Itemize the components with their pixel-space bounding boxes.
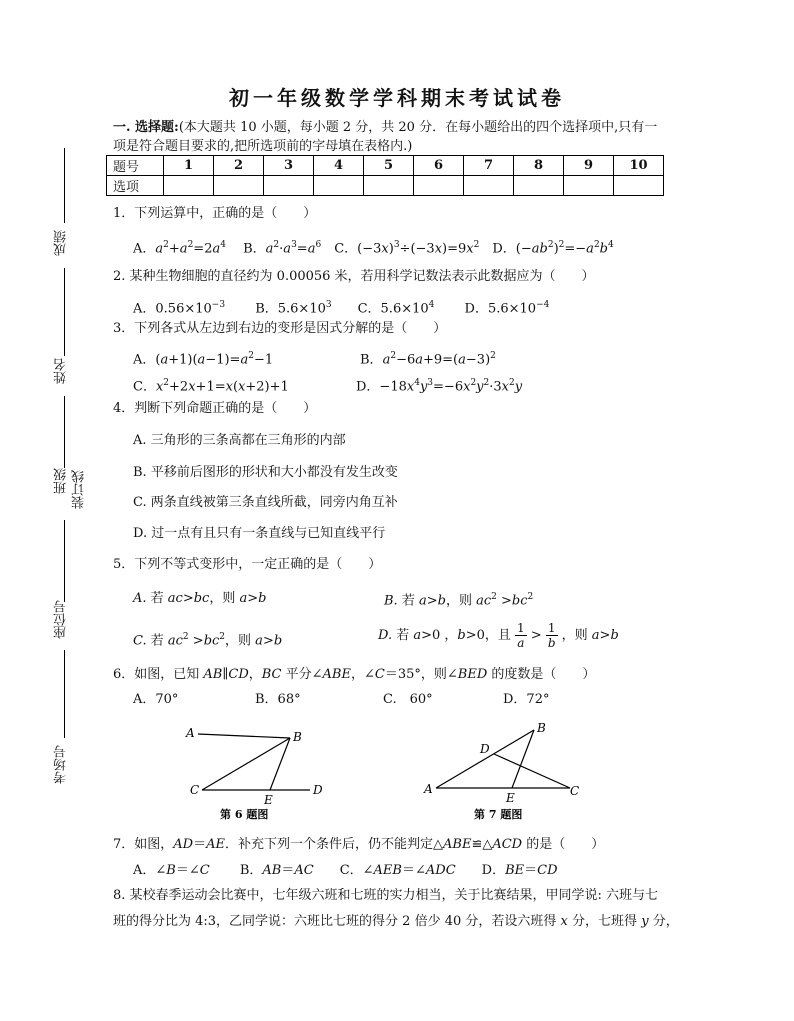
q6-option-a: A．70° — [133, 692, 179, 707]
table-col-5: 5 — [364, 156, 414, 176]
room-label: 考场号 — [54, 745, 69, 784]
section-desc-1: (本大题共 10 小题，每小题 2 分，共 20 分．在每小题给出的四个选择项中,只有一 — [178, 120, 658, 135]
answer-cell[interactable] — [514, 176, 564, 196]
fig6-line-bc — [202, 738, 290, 790]
table-col-7: 7 — [464, 156, 514, 176]
q8-line-2-a: 班的得分比为 4:3，乙同学说：六班比七班的得分 2 倍少 40 分，若设六班得 — [113, 914, 557, 929]
fig6-label-b: B — [293, 730, 302, 744]
q1-stem: 1．下列运算中，正确的是（ ） — [113, 206, 317, 221]
q2-options: A．$0.56\times 10^{-3}$ B．$5.6\times 10^3$ C．$5.6\times 10^4$ D．$5.6\times 10^{-4}$ — [133, 300, 550, 317]
section-desc-2: 项是符合题目要求的,把所选项前的字母填在表格内.) — [113, 139, 413, 154]
q8-line-2: 班的得分比为 4:3，乙同学说：六班比七班的得分 2 倍少 40 分，若设六班得 x 分，七班得 y 分， — [113, 914, 679, 929]
q6-option-c: C. 60° — [383, 692, 433, 707]
binding-line — [64, 650, 65, 738]
table-col-10: 10 — [614, 156, 664, 176]
table-col-4: 4 — [314, 156, 364, 176]
figure-6 — [180, 722, 340, 822]
fig7-label-d: D — [480, 742, 490, 756]
answer-cell[interactable] — [214, 176, 264, 196]
table-col-8: 8 — [514, 156, 564, 176]
fig7-line-be — [512, 730, 534, 788]
q5-option-d: D. 若 a>0 ，b>0，且 $\frac{1}{a}$ > $\frac{1}{b}$ ，则 a>b — [378, 621, 619, 650]
seat-label: 座位号 — [54, 600, 69, 639]
table-col-9: 9 — [564, 156, 614, 176]
section-label: 一. 选择题: — [113, 120, 179, 135]
q3-option-d: D．$-18x^4y^3=-6x^2y^2\cdot 3x^2y$ — [356, 378, 523, 395]
q7-stem: 7．如图，AD＝AE．补充下列一个条件后，仍不能判定△ABE≌△ACD 的是（ ） — [113, 837, 605, 852]
q2-stem: 2. 某种生物细胞的直径约为 0.00056 米，若用科学记数法表示此数据应为（ ） — [113, 269, 595, 284]
binding-line — [64, 520, 65, 602]
fig7-label-a: A — [424, 782, 433, 796]
answer-cell[interactable] — [414, 176, 464, 196]
q3-option-a: A．$(a+1)(a-1)=a^2-1$ — [133, 351, 274, 368]
section-header — [113, 118, 713, 156]
figure-7 — [418, 718, 588, 822]
q4-option-b: B. 平移前后图形的形状和大小都没有发生改变 — [133, 465, 398, 480]
table-col-3: 3 — [264, 156, 314, 176]
q3-option-c: C．$x^2+2x+1=x(x+2)+1$ — [133, 378, 289, 395]
fig6-label-e: E — [264, 793, 273, 807]
fig7-line-cd — [494, 754, 570, 788]
table-answer-label: 选项 — [107, 176, 164, 196]
q6-stem: 6．如图，已知 AB∥CD，BC 平分∠ABE，∠C＝35°，则∠BED 的度数是（ ） — [113, 667, 596, 682]
q7-options: A．∠B＝∠C B．AB＝AC C．∠AEB＝∠ADC D．BE＝CD — [133, 863, 558, 878]
binding-line — [64, 396, 65, 468]
table-col-6: 6 — [414, 156, 464, 176]
q1-options: A．$a^2+a^2=2a^4$ B．$a^2\cdot a^3=a^6$ C．$(-3x)^3\div(-3x)=9x^2$ D．$(-ab^2)^2=-a^2b^4$ — [133, 240, 614, 257]
fig6-label-a: A — [186, 726, 195, 740]
answer-cell[interactable] — [164, 176, 214, 196]
answer-cell[interactable] — [614, 176, 664, 196]
q4-stem: 4．判断下列命题正确的是（ ） — [113, 401, 317, 416]
q5-option-b: B. 若 a>b，则 $ac^2 >bc^2$ — [384, 592, 534, 609]
q8-line-1: 8. 某校春季运动会比赛中，七年级六班和七班的实力相当，关于比赛结果，甲同学说: 六班与七 — [113, 888, 659, 903]
fig6-caption: 第 6 题图 — [220, 808, 269, 821]
answer-cell[interactable] — [364, 176, 414, 196]
answer-cell[interactable] — [564, 176, 614, 196]
answer-cell[interactable] — [264, 176, 314, 196]
class-label: 班级 — [54, 468, 69, 494]
fig7-caption: 第 7 题图 — [474, 808, 523, 821]
fig6-line-be — [270, 738, 290, 790]
q8-line-2-b: 分，七班得 — [572, 914, 638, 929]
score-label: 成绩 — [54, 230, 69, 256]
fig7-line-ab — [436, 730, 534, 788]
fig7-label-c: C — [570, 784, 580, 798]
q5-option-c: C. 若 $ac^2 >bc^2$，则 a>b — [133, 632, 283, 649]
answer-table-answer-row — [107, 176, 664, 196]
answer-table-header-row — [107, 156, 664, 176]
q6-option-d: D．72° — [503, 692, 550, 707]
q4-option-c: C. 两条直线被第三条直线所截，同旁内角互补 — [133, 495, 398, 510]
page-title: 初一年级数学学科期末考试试卷 — [229, 86, 565, 110]
fig6-label-c: C — [190, 783, 200, 797]
q5-option-a: A. 若 ac>bc，则 a>b — [133, 591, 267, 606]
answer-table — [106, 155, 664, 196]
q4-option-d: D. 过一点有且只有一条直线与已知直线平行 — [133, 526, 386, 541]
fig7-label-e: E — [506, 791, 515, 805]
fig6-label-d: D — [313, 783, 323, 797]
table-header-label: 题号 — [107, 156, 164, 176]
table-col-1: 1 — [164, 156, 214, 176]
name-label: 姓名 — [54, 358, 69, 384]
q5-stem: 5．下列不等式变形中，一定正确的是（ ） — [113, 557, 382, 572]
binding-line — [64, 268, 65, 356]
answer-cell[interactable] — [464, 176, 514, 196]
q6-option-b: B．68° — [255, 692, 301, 707]
table-col-2: 2 — [214, 156, 264, 176]
answer-cell[interactable] — [314, 176, 364, 196]
fig6-line-ab — [198, 734, 290, 738]
q8-line-2-c: 分， — [652, 914, 679, 929]
fig7-label-b: B — [537, 721, 546, 735]
q4-option-a: A. 三角形的三条高都在三角形的内部 — [133, 433, 346, 448]
binding-line-label: 装订线 — [72, 470, 87, 509]
q3-option-b: B．$a^2-6a+9=(a-3)^2$ — [360, 351, 496, 368]
q3-stem: 3．下列各式从左边到右边的变形是因式分解的是（ ） — [113, 321, 447, 336]
binding-line — [64, 148, 65, 223]
